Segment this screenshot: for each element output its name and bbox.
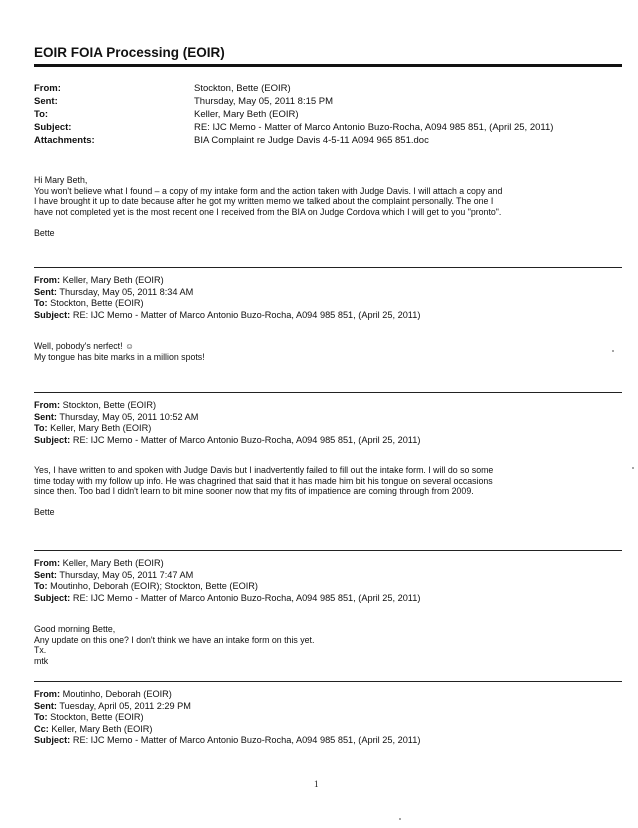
- to-value: Moutinho, Deborah (EOIR); Stockton, Bette (EOIR): [50, 581, 258, 592]
- body-line: Well, pobody's nerfect! ☺: [34, 341, 134, 351]
- scan-speck: [632, 467, 634, 469]
- body-line: You won't believe what I found – a copy of my intake form and the action taken with Judge Davis. I will attach a copy and: [34, 185, 503, 196]
- message4-body: [34, 624, 624, 666]
- cc-label: Cc:: [34, 723, 49, 734]
- from-value: Keller, Mary Beth (EOIR): [62, 558, 164, 568]
- body-line: Any update on this one? I don't think we have an intake form on this yet.: [34, 634, 315, 645]
- to-label: To:: [34, 712, 48, 723]
- from-label: From:: [34, 400, 61, 410]
- body-line: Good morning Bette,: [34, 624, 116, 634]
- to-label: To:: [34, 298, 48, 309]
- message-separator: [34, 681, 622, 682]
- sent-value: Thursday, May 05, 2011 8:34 AM: [59, 286, 194, 297]
- subject-label: Subject:: [34, 309, 71, 320]
- body-line: mtk: [34, 655, 49, 666]
- message2-header: [34, 275, 420, 321]
- to-label: To:: [34, 109, 49, 120]
- body-line: [34, 217, 624, 228]
- message3-body: [34, 465, 624, 518]
- body-line: have not completed yet is the most recent one I received from the BIA on Judge Cordova which I will get to you "pronto".: [34, 206, 502, 217]
- body-line: My tongue has bite marks in a million spots!: [34, 351, 205, 362]
- subject-value: RE: IJC Memo - Matter of Marco Antonio Buzo-Rocha, A094 985 851, (April 25, 2011): [72, 735, 421, 746]
- message2-body: [34, 341, 624, 362]
- subject-value: RE: IJC Memo - Matter of Marco Antonio Buzo-Rocha, A094 985 851, (April 25, 2011): [72, 434, 421, 445]
- body-line: [34, 497, 624, 508]
- subject-value: RE: IJC Memo - Matter of Marco Antonio Buzo-Rocha, A094 985 851, (April 25, 2011): [194, 122, 554, 133]
- message1-body: [34, 175, 624, 239]
- from-label: From:: [34, 83, 61, 94]
- from-value: Stockton, Bette (EOIR): [62, 400, 157, 410]
- to-value: Keller, Mary Beth (EOIR): [194, 109, 299, 120]
- to-value: Stockton, Bette (EOIR): [50, 298, 144, 309]
- sent-value: Thursday, May 05, 2011 10:52 AM: [59, 411, 199, 422]
- signature: Bette: [34, 227, 55, 238]
- sent-label: Sent:: [34, 700, 57, 711]
- page-number: 1: [314, 779, 319, 789]
- subject-label: Subject:: [34, 434, 71, 445]
- to-value: Keller, Mary Beth (EOIR): [50, 423, 152, 434]
- subject-value: RE: IJC Memo - Matter of Marco Antonio Buzo-Rocha, A094 985 851, (April 25, 2011): [72, 592, 421, 603]
- from-label: From:: [34, 689, 61, 699]
- message4-header: [34, 558, 420, 604]
- sent-label: Sent:: [34, 286, 57, 297]
- cc-value: Keller, Mary Beth (EOIR): [51, 723, 153, 734]
- sent-value: Tuesday, April 05, 2011 2:29 PM: [59, 700, 191, 711]
- message5-header: [34, 689, 420, 747]
- to-label: To:: [34, 423, 48, 434]
- subject-label: Subject:: [34, 122, 72, 133]
- body-line: since then. Too bad I didn't learn to bit mine sooner now that my fits of impatience are coming through from 2009.: [34, 486, 474, 497]
- from-value: Moutinho, Deborah (EOIR): [62, 689, 172, 699]
- subject-label: Subject:: [34, 592, 71, 603]
- message-separator: [34, 267, 622, 268]
- scan-speck: [612, 350, 614, 352]
- to-value: Stockton, Bette (EOIR): [50, 712, 144, 723]
- message-separator: [34, 550, 622, 551]
- from-label: From:: [34, 558, 61, 568]
- body-line: Yes, I have written to and spoken with Judge Davis but I inadvertently failed to fill out the intake form. I will do so some: [34, 465, 494, 475]
- body-line: Hi Mary Beth,: [34, 175, 88, 185]
- sent-label: Sent:: [34, 411, 57, 422]
- sent-value: Thursday, May 05, 2011 7:47 AM: [59, 569, 194, 580]
- scan-speck: [399, 818, 401, 820]
- attachments-label: Attachments:: [34, 135, 95, 146]
- from-value: Stockton, Bette (EOIR): [194, 83, 291, 94]
- attachments-value: BIA Complaint re Judge Davis 4-5-11 A094 965 851.doc: [194, 135, 429, 146]
- from-label: From:: [34, 275, 61, 285]
- signature: Bette: [34, 507, 55, 518]
- message-separator: [34, 392, 622, 393]
- body-line: I have brought it up to date because after he got my written memo we talked about the complaint personally. The one I: [34, 196, 494, 207]
- subject-label: Subject:: [34, 735, 71, 746]
- message3-header: [34, 400, 420, 446]
- sent-value: Thursday, May 05, 2011 8:15 PM: [194, 96, 334, 107]
- from-value: Keller, Mary Beth (EOIR): [62, 275, 164, 285]
- document-title: EOIR FOIA Processing (EOIR): [34, 45, 225, 60]
- subject-value: RE: IJC Memo - Matter of Marco Antonio Buzo-Rocha, A094 985 851, (April 25, 2011): [72, 309, 421, 320]
- body-line: time today with my follow up info. He was chagrined that said that it has made him bit his tongue on several occasions: [34, 475, 493, 486]
- to-label: To:: [34, 581, 48, 592]
- title-rule: [34, 64, 622, 67]
- sent-label: Sent:: [34, 96, 58, 107]
- sent-label: Sent:: [34, 569, 57, 580]
- body-line: Tx.: [34, 645, 47, 656]
